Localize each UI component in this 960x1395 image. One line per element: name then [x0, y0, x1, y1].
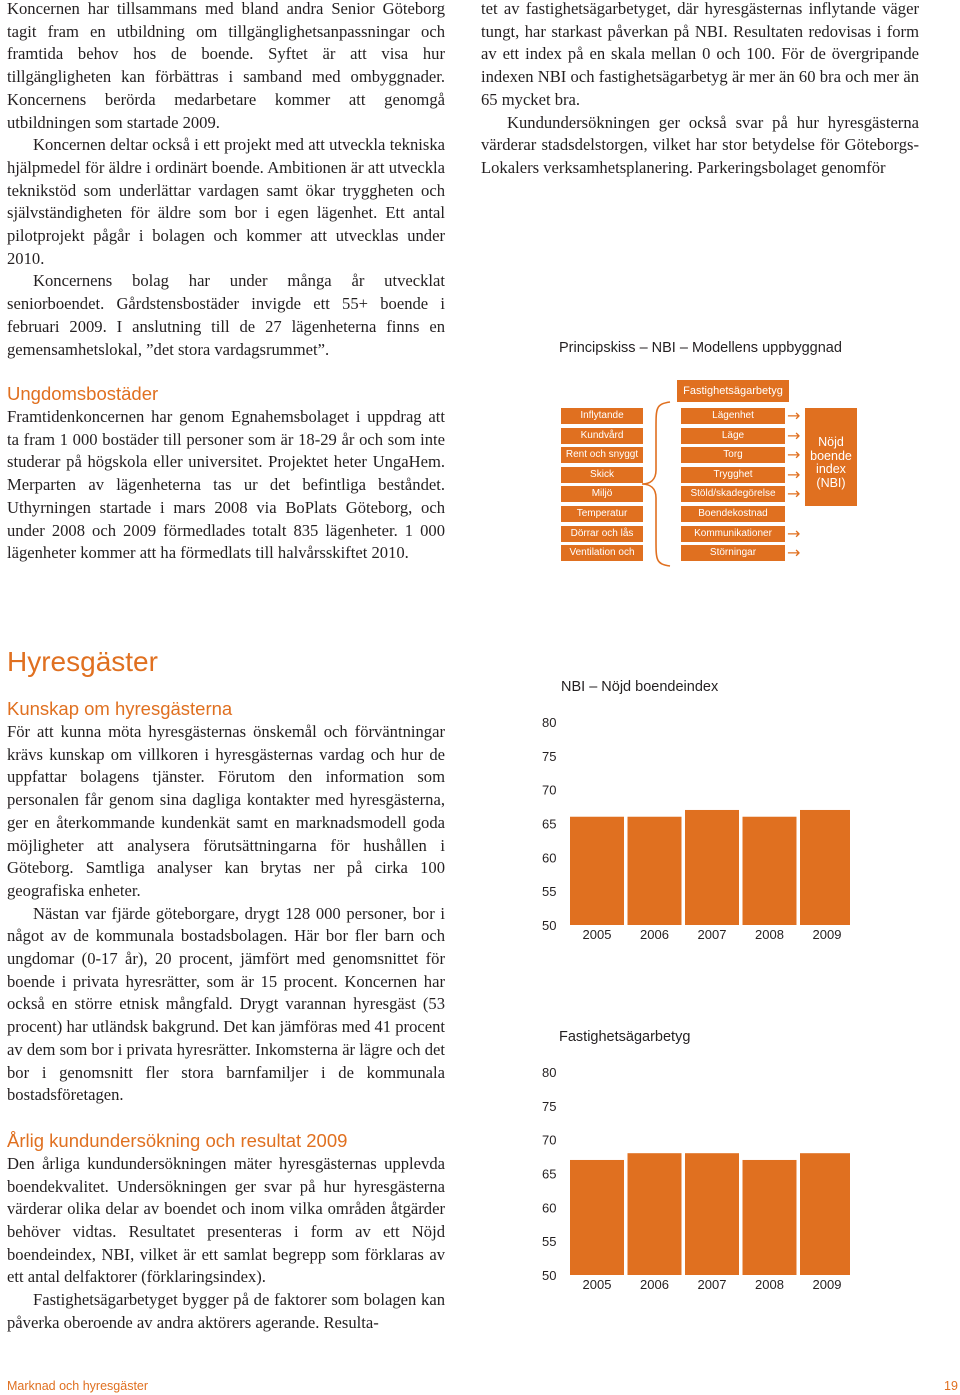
x-tick-label: 2006 [640, 927, 669, 942]
y-tick-label: 70 [542, 1132, 557, 1148]
arrow-right-icon: → [787, 543, 801, 563]
x-tick-label: 2005 [582, 927, 612, 942]
arrow-right-icon: → [787, 484, 801, 504]
factor-box: Temperatur [561, 506, 643, 522]
x-tick-label: 2007 [697, 1277, 727, 1292]
result-line: index [816, 462, 846, 476]
heading-arlig: Årlig kundundersökning och resultat 2009 [7, 1129, 348, 1151]
paragraph: Koncernen har tillsammans med bland andra Senior Göteborg tagit fram en utbildning om tillgänglighetsanpassningar och framtida behov hos de boende. Syftet är att visa hur tillgängligheten kan förbättras i samband med ombyggnader. Koncernens berörda medarbetare kommer att genomgå utbildningen som startade 2009. [7, 0, 445, 132]
x-tick-label: 2008 [755, 927, 784, 942]
x-tick-label: 2006 [640, 1277, 669, 1292]
arrow-right-icon: → [787, 425, 801, 445]
bar [685, 810, 739, 925]
y-tick-label: 50 [542, 918, 557, 933]
x-tick-label: 2005 [582, 1277, 612, 1292]
y-tick-label: 55 [542, 884, 557, 900]
result-line: boende [810, 448, 852, 463]
y-tick-label: 75 [542, 1098, 557, 1114]
y-tick-label: 70 [542, 782, 557, 798]
result-box [805, 408, 857, 506]
y-tick-label: 65 [542, 1166, 557, 1182]
page-number: 19 [944, 1379, 958, 1393]
fastighet-bar-chart [530, 1055, 850, 1300]
y-tick-label: 60 [542, 850, 557, 866]
footer-section-name: Marknad och hyresgäster [7, 1379, 149, 1393]
arrow-right-icon: → [787, 464, 801, 484]
y-tick-label: 65 [542, 816, 557, 832]
fastighet-header-box: Fastighetsägarbetyg [677, 380, 789, 402]
factor-box: Ventilation och kök [561, 545, 643, 561]
factor-box: Miljö [561, 486, 643, 502]
factor-box: Lägenhet [681, 408, 785, 424]
factor-box: Kundvård [561, 428, 643, 444]
y-tick-label: 75 [542, 748, 557, 764]
result-line: Nöjd [818, 435, 844, 449]
result-line: (NBI) [816, 475, 846, 490]
factor-box: Kommunikationer [681, 526, 785, 542]
bar [628, 817, 682, 925]
bar [570, 1160, 624, 1275]
nbi-bar-chart [530, 705, 850, 950]
factor-box: Skick [561, 467, 643, 483]
chart-title-nbi: NBI – Nöjd boendeindex [561, 679, 719, 695]
factor-box: Trygghet [681, 467, 785, 483]
heading-ungdomsbostader: Ungdomsbostäder [7, 383, 159, 404]
bar [743, 1160, 797, 1275]
arrow-right-icon: → [787, 445, 801, 465]
factor-box: Torg [681, 447, 785, 463]
chart-title-fastighet: Fastighetsägarbetyg [559, 1029, 691, 1045]
factor-box: Stöld/skadegörelse [681, 486, 785, 502]
paragraph: Nästan var fjärde göteborgare, drygt 128 000 personer, bor i något av de kommunala bostadsbolagen. Här bor fler barn och ungdomar (0-17 år), 20 procent, jämfört med genomsnittet för boende i privata hyresrätter, som är 15 procent. Koncernen har också en större etnisk mångfald. Drygt varannan hyresgäst (53 procent) har utländsk bakgrund. Det kan jämföras med 41 procent av dem som bor i privata hyresrätter. Inkomsterna är lägre och det bor i genomsnitt fler stora barnfamiljer i de kommunala bostadsföretagen. [7, 903, 445, 1105]
factor-box: Inflytande [561, 408, 643, 424]
bar [743, 817, 797, 925]
bar [800, 1153, 850, 1275]
paragraph: Koncernens bolag har under många år utvecklat seniorboendet. Gårdstensbostäder invigde ett 55+ boende i februari 2009. I anslutning till de 27 lägenheterna finns en gemensamhetslokal, ”det stora vardagsrummet”. [7, 271, 445, 359]
x-tick-label: 2008 [755, 1277, 784, 1292]
y-tick-label: 80 [542, 715, 557, 730]
paragraph: För att kunna möta hyresgästernas önskemål och förväntningar krävs kunskap om villkoren i hyresgästernas vardag och hur de uppfattar bolagens tjänster. Förutom den information som personalen får genom sina dagliga kontakter med hyresgästerna, ger en återkommande kundenkät samt en marknadsmodell goda möjligheter att analysera förutsättningarna för hushållen i Göteborg. Samtliga analyser kan brytas ner på cirka 100 geografiska enheter. [7, 722, 445, 900]
bar [800, 810, 850, 925]
paragraph: tet av fastighetsägarbetyget, där hyresgästernas inflytande väger tungt, har starkast påverkan på NBI. Resultaten redovisas i form av ett index på en skala mellan 0 och 100. För de övergripande indexen NBI och fastighetsägarbetyg är mer än 60 bra och mer än 65 mycket bra. [481, 0, 919, 109]
factor-box: Läge [681, 428, 785, 444]
heading-kunskap: Kunskap om hyresgästerna [7, 698, 233, 719]
y-tick-label: 80 [542, 1065, 557, 1080]
arrow-right-icon: → [787, 523, 801, 543]
paragraph: Kundundersökningen ger också svar på hur hyresgästerna värderar stadsdelstorgen, vilket har stor betydelse för Göteborgs-Lokalers verksamhetsplanering. Parkeringsbolaget genomför [481, 112, 919, 177]
factor-box: Boendekostnad [681, 506, 785, 522]
factor-box: Störningar [681, 545, 785, 561]
arrow-right-icon: → [787, 406, 801, 425]
y-tick-label: 50 [542, 1268, 557, 1283]
diagram-caption: Principskiss – NBI – Modellens uppbyggnad [559, 340, 842, 356]
paragraph: Framtidenkoncernen har genom Egnahemsbolaget i uppdrag att ta fram 1 000 bostäder till personer som är 18-29 år och som inte studerar på högskola eller universitet. Projektet heter UngaHem. Merparten av lägenheterna tas ur det befintliga beståndet. Uthyrningen startade i mars 2008 via BoPlats Göteborg, och under 2008 och 2009 förmedlades totalt 835 lägenheter. 1 000 lägenheter kommer att ha förmedlats till halvårsskiftet 2010. [7, 407, 445, 563]
brace-icon [636, 398, 678, 570]
paragraph: Den årliga kundundersökningen mäter hyresgästernas upplevda boendekvalitet. Undersökningen ger svar på hur hyresgästerna värderar olika delar av boendet och inom vilka områden åtgärder behöver vidtas. Resultatet presenteras i form av ett Nöjd boendeindex, NBI, vilket är ett samlat begrepp som förklaras av ett antal delfaktorer (förklaringsindex). [7, 1153, 445, 1287]
bar [628, 1153, 682, 1275]
paragraph: Fastighetsägarbetyget bygger på de faktorer som bolagen kan påverka oberoende av andra aktörers agerande. Resulta- [7, 1290, 445, 1332]
factor-box: Rent och snyggt [561, 447, 643, 463]
factor-box: Dörrar och lås [561, 526, 643, 542]
y-tick-label: 60 [542, 1200, 557, 1216]
x-tick-label: 2007 [697, 927, 727, 942]
nbi-model-diagram [0, 0, 960, 600]
x-tick-label: 2009 [812, 1277, 842, 1292]
bar [570, 817, 624, 925]
x-tick-label: 2009 [812, 927, 842, 942]
bar [685, 1153, 739, 1275]
hyresgaster-section [7, 645, 445, 1335]
y-tick-label: 55 [542, 1234, 557, 1250]
paragraph: Koncernen deltar också i ett projekt med att utveckla tekniska hjälpmedel för äldre i ordinärt boende. Ambitionen är att utveckla teknikstöd som underlättar vardagen samt ökar tryggheten och självständigheten för äldre som bor i egen lägenhet. Ett antal pilotprojekt pågår i bolagen och kommer att utvecklas under 2010. [7, 135, 445, 268]
section-title: Hyresgäster [7, 646, 158, 677]
